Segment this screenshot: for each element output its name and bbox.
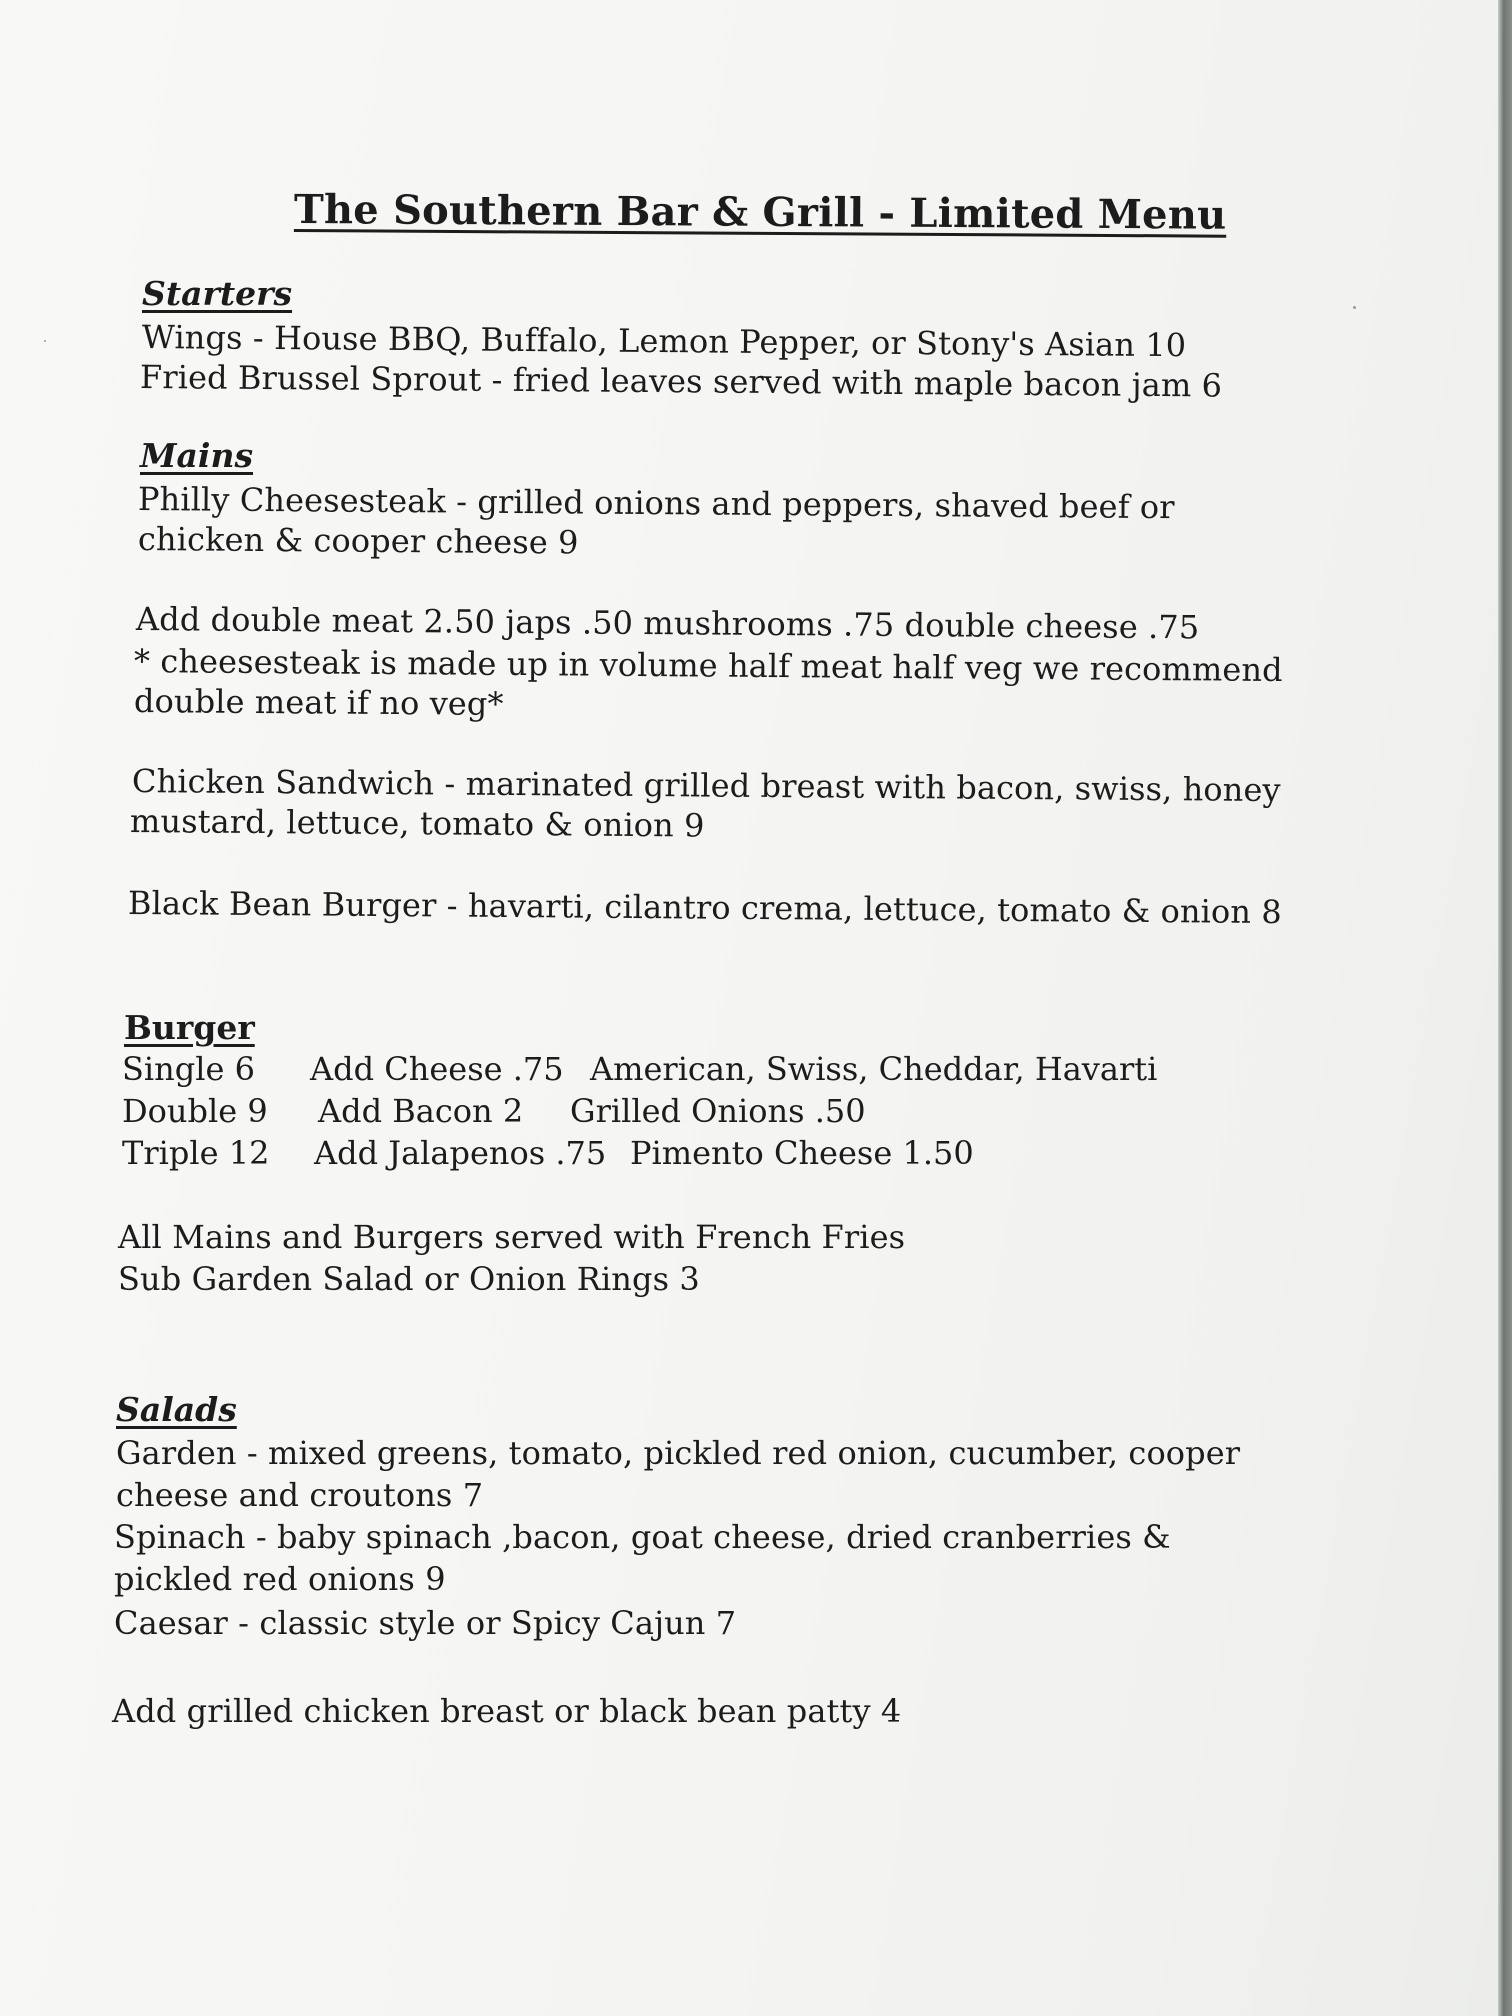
salads-spinach-line-1: Spinach - baby spinach ,bacon, goat cheese, dried cranberries & — [114, 1518, 1171, 1556]
starters-heading: Starters — [142, 274, 293, 313]
starters-wings: Wings - House BBQ, Buffalo, Lemon Pepper, or Stony's Asian 10 — [141, 318, 1187, 365]
mains-chicken-line-1: Chicken Sandwich - marinated grilled breast with bacon, swiss, honey — [131, 762, 1281, 810]
mains-cheesesteak-note-2: double meat if no veg* — [133, 682, 504, 723]
burger-fries-note: All Mains and Burgers served with French Fries — [118, 1218, 906, 1256]
burger-sub-note: Sub Garden Salad or Onion Rings 3 — [118, 1260, 700, 1298]
mains-addons-line: Add double meat 2.50 japs .50 mushrooms .75 double cheese .75 — [135, 600, 1200, 647]
burger-size: Double 9 — [122, 1092, 268, 1130]
burger-add: Add Cheese .75 — [310, 1050, 564, 1088]
burger-size: Single 6 — [122, 1050, 255, 1088]
burger-extra: Grilled Onions .50 — [570, 1092, 866, 1130]
salads-garden-line-2: cheese and croutons 7 — [116, 1476, 484, 1514]
burger-heading: Burger — [124, 1008, 255, 1047]
salads-caesar: Caesar - classic style or Spicy Cajun 7 — [114, 1604, 737, 1642]
burger-extra: Pimento Cheese 1.50 — [630, 1134, 974, 1172]
table-edge — [1498, 0, 1512, 2016]
salads-spinach-line-2: pickled red onions 9 — [114, 1560, 446, 1598]
mains-chicken-line-2: mustard, lettuce, tomato & onion 9 — [129, 802, 705, 845]
burger-size: Triple 12 — [122, 1134, 270, 1172]
mains-black-bean-burger: Black Bean Burger - havarti, cilantro crema, lettuce, tomato & onion 8 — [127, 884, 1282, 932]
mains-philly-line-1: Philly Cheesesteak - grilled onions and peppers, shaved beef or — [137, 480, 1175, 527]
mains-heading: Mains — [140, 436, 254, 475]
mains-cheesesteak-note-1: * cheesesteak is made up in volume half meat half veg we recommend — [133, 642, 1283, 690]
salads-garden-line-1: Garden - mixed greens, tomato, pickled red onion, cucumber, cooper — [116, 1434, 1241, 1472]
menu-title: The Southern Bar & Grill - Limited Menu — [293, 186, 1227, 239]
burger-add: Add Bacon 2 — [318, 1092, 524, 1130]
mains-philly-line-2: chicken & cooper cheese 9 — [137, 520, 579, 562]
starters-brussel-sprout: Fried Brussel Sprout - fried leaves served with maple bacon jam 6 — [139, 358, 1223, 405]
salads-heading: Salads — [116, 1390, 237, 1429]
burger-add: Add Jalapenos .75 — [314, 1134, 607, 1172]
salads-protein-addon: Add grilled chicken breast or black bean patty 4 — [112, 1692, 902, 1730]
burger-extra: American, Swiss, Cheddar, Havarti — [590, 1050, 1158, 1088]
